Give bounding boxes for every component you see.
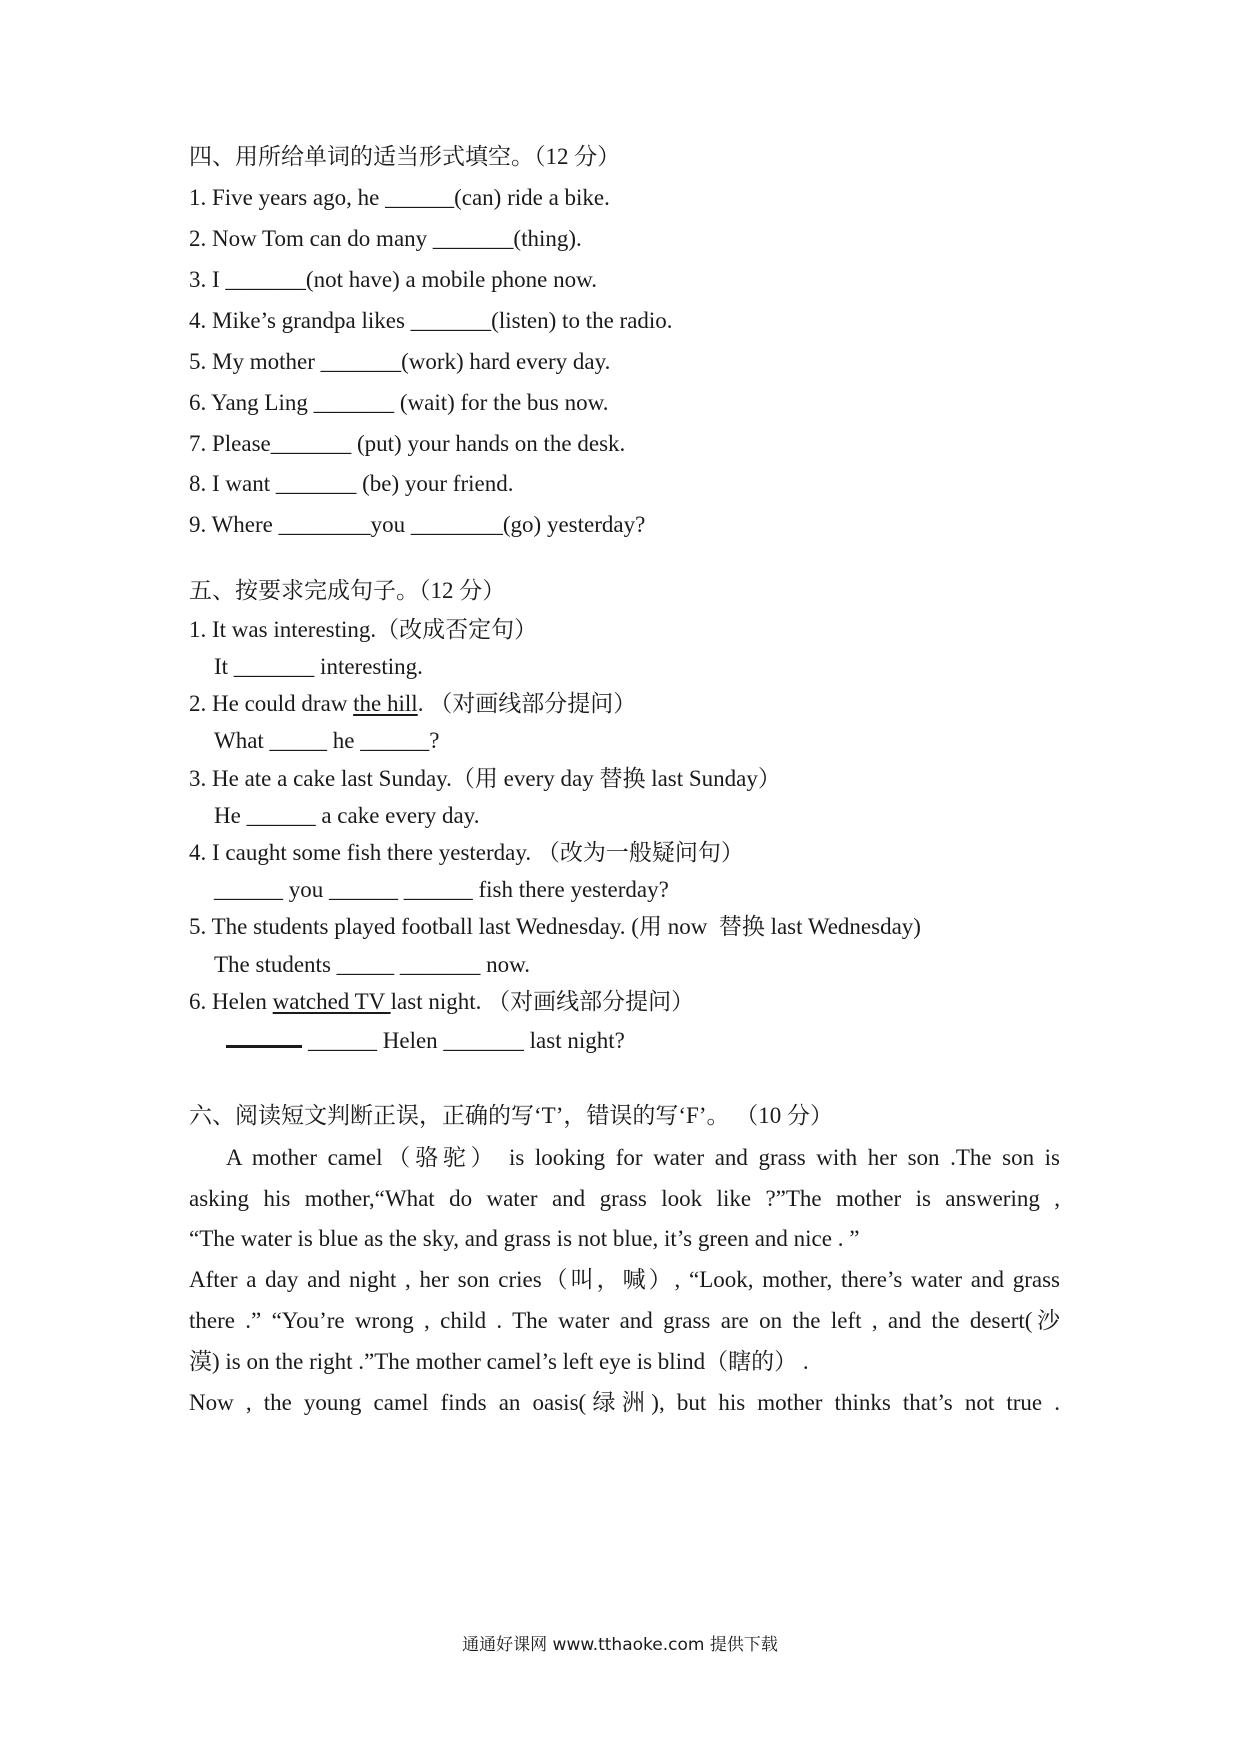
passage-line-4: After a day and night , her son cries（叫，喊）, “Look, mother, there’s water and grass — [189, 1267, 1060, 1292]
section5-answer-line-6 — [226, 1025, 625, 1055]
underlined-phrase: watched TV — [272, 989, 391, 1014]
section5-question-1: 1. It was interesting.（改成否定句） — [189, 617, 538, 642]
footer-download-note: 通通好课网 www.tthaoke.com 提供下载 — [462, 1635, 778, 1655]
section5-question-2 — [189, 690, 636, 718]
question-instruction: last night. （对画线部分提问） — [390, 989, 695, 1014]
section4-item-6: 6. Yang Ling _______ (wait) for the bus now. — [189, 390, 609, 415]
passage-line-1: A mother camel（骆驼） is looking for water and grass with her son .The son is — [226, 1145, 1060, 1170]
section4-heading: 四、用所给单词的适当形式填空。（12 分） — [189, 144, 621, 169]
section4-item-3: 3. I _______(not have) a mobile phone now. — [189, 267, 597, 292]
answer-blank — [226, 1025, 302, 1048]
section5-answer-line-5: The students _____ _______ now. — [214, 952, 531, 977]
section5-heading: 五、按要求完成句子。（12 分） — [189, 578, 506, 603]
section4-item-8: 8. I want _______ (be) your friend. — [189, 471, 514, 496]
passage-line-3: “The water is blue as the sky, and grass is not blue, it’s green and nice . ” — [189, 1226, 860, 1251]
question-text: 6. Helen — [189, 989, 273, 1014]
section4-item-5: 5. My mother _______(work) hard every day. — [189, 349, 611, 374]
answer-text: ______ Helen _______ last night? — [308, 1028, 625, 1053]
passage-line-6: 漠) is on the right .”The mother camel’s left eye is blind（瞎的） . — [189, 1349, 809, 1374]
section5-question-3: 3. He ate a cake last Sunday.（用 every day 替换 last Sunday） — [189, 766, 781, 791]
passage-line-5: there .” “You’re wrong , child . The water and grass are on the left , and the desert(沙 — [189, 1308, 1060, 1333]
section4-item-7: 7. Please_______ (put) your hands on the desk. — [189, 431, 626, 456]
section5-answer-line-4: ______ you ______ ______ fish there yesterday? — [214, 877, 669, 902]
section5-answer-line-3: He ______ a cake every day. — [214, 803, 480, 828]
section5-question-5: 5. The students played football last Wednesday. (用 now 替换 last Wednesday) — [189, 914, 921, 939]
section5-question-6 — [189, 988, 694, 1016]
section4-item-4: 4. Mike’s grandpa likes _______(listen) to the radio. — [189, 308, 673, 333]
section4-item-1: 1. Five years ago, he ______(can) ride a bike. — [189, 185, 610, 210]
question-instruction: . （对画线部分提问） — [417, 691, 637, 716]
section4-item-9: 9. Where ________you ________(go) yesterday? — [189, 512, 646, 537]
passage-line-2: asking his mother,“What do water and grass look like ?”The mother is answering , — [189, 1186, 1060, 1211]
section5-answer-line-1: It _______ interesting. — [214, 654, 423, 679]
section5-answer-line-2: What _____ he ______? — [214, 728, 440, 753]
section6-heading: 六、阅读短文判断正误，正确的写‘T’，错误的写‘F’。 （10 分） — [189, 1103, 833, 1128]
section5-question-4: 4. I caught some fish there yesterday. （改为一般疑问句） — [189, 840, 744, 865]
section4-item-2: 2. Now Tom can do many _______(thing). — [189, 226, 582, 251]
underlined-phrase: the hill — [353, 691, 418, 716]
passage-line-7: Now , the young camel finds an oasis(绿洲), but his mother thinks that’s not true . — [189, 1390, 1060, 1415]
question-text: 2. He could draw — [189, 691, 354, 716]
